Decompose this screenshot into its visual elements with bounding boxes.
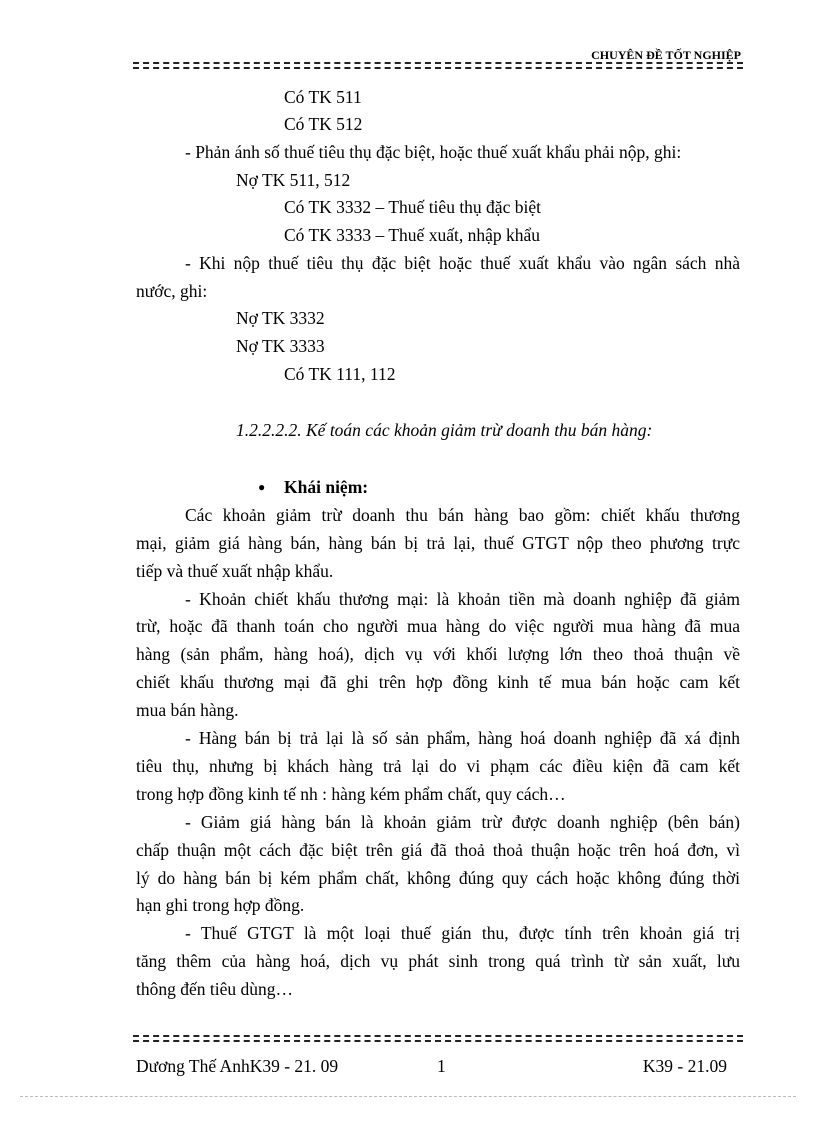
entry-line: Nợ TK 3332 [236, 308, 325, 328]
paragraph-line: mại, giảm giá hàng bán, hàng bán bị trả lại, thuế GTGT nộp theo phương trực [136, 533, 740, 553]
paragraph-line: tiếp và thuế xuất nhập khẩu. [136, 561, 334, 581]
entry-line: Nợ TK 511, 512 [236, 170, 351, 190]
paragraph-line: trừ, hoặc đã thanh toán cho người mua hàng do việc người mua hàng đã mua [136, 616, 740, 636]
paragraph-line: hàng (sản phẩm, hàng hoá), dịch vụ với khối lượng lớn theo thoả thuận về [136, 644, 740, 664]
footer-author: Dương Thế AnhK39 - 21. 09 [136, 1056, 339, 1076]
paragraph-line: chiết khấu thương mại đã ghi trên hợp đồng kinh tế mua bán hoặc cam kết [136, 672, 740, 692]
paragraph-line: nước, ghi: [136, 281, 208, 301]
entry-line: Nợ TK 3333 [236, 336, 325, 356]
entry-line: Có TK 111, 112 [284, 364, 396, 384]
paragraph-line: - Khoản chiết khấu thương mại: là khoản tiền mà doanh nghiệp đã giảm [185, 589, 740, 609]
header-title: CHUYÊN ĐỀ TỐT NGHIỆP [591, 48, 741, 62]
paragraph-line: - Giảm giá hàng bán là khoản giảm trừ được doanh nghiệp (bên bán) [185, 812, 740, 832]
paragraph-line: - Thuế GTGT là một loại thuế gián thu, được tính trên khoản giá trị [185, 923, 740, 943]
footer-class-code: K39 - 21.09 [642, 1056, 727, 1076]
page-bottom-border [20, 1096, 796, 1097]
paragraph-line: - Khi nộp thuế tiêu thụ đặc biệt hoặc thuế xuất khẩu vào ngân sách nhà [185, 253, 740, 273]
bullet-icon: ● [258, 480, 266, 494]
paragraph-line: tăng thêm của hàng hoá, dịch vụ phát sinh trong quá trình từ sản xuất, lưu [136, 951, 740, 971]
paragraph-line: - Phản ánh số thuế tiêu thụ đặc biệt, hoặc thuế xuất khẩu phải nộp, ghi: [185, 142, 682, 162]
paragraph-line: trong hợp đồng kinh tế nh : hàng kém phẩm chất, quy cách… [136, 784, 566, 804]
bullet-label: Khái niệm: [284, 477, 369, 497]
entry-line: Có TK 511 [284, 87, 362, 107]
entry-line: Có TK 3333 – Thuế xuất, nhập khẩu [284, 225, 540, 245]
paragraph-line: hạn ghi trong hợp đồng. [136, 895, 305, 915]
paragraph-line: Các khoản giảm trừ doanh thu bán hàng bao gồm: chiết khấu thương [185, 505, 740, 525]
paragraph-line: mua bán hàng. [136, 700, 239, 720]
footer-divider [133, 1035, 743, 1037]
entry-line: Có TK 3332 – Thuế tiêu thụ đặc biệt [284, 197, 541, 217]
paragraph-line: tiêu thụ, nhưng bị khách hàng trả lại do vi phạm các điều kiện đã cam kết [136, 756, 740, 776]
header-divider [133, 62, 743, 64]
footer-page-number: 1 [437, 1056, 446, 1076]
section-heading: 1.2.2.2.2. Kế toán các khoản giảm trừ doanh thu bán hàng: [236, 420, 653, 440]
paragraph-line: lý do hàng bán bị kém phẩm chất, không đúng quy cách hoặc không đúng thời [136, 868, 740, 888]
entry-line: Có TK 512 [284, 114, 363, 134]
paragraph-line: - Hàng bán bị trả lại là số sản phẩm, hàng hoá doanh nghiệp đã xá định [185, 728, 740, 748]
paragraph-line: thông đến tiêu dùng… [136, 979, 293, 999]
paragraph-line: chấp thuận một cách đặc biệt trên giá đã thoả thoả thuận hoặc trên hoá đơn, vì [136, 840, 740, 860]
